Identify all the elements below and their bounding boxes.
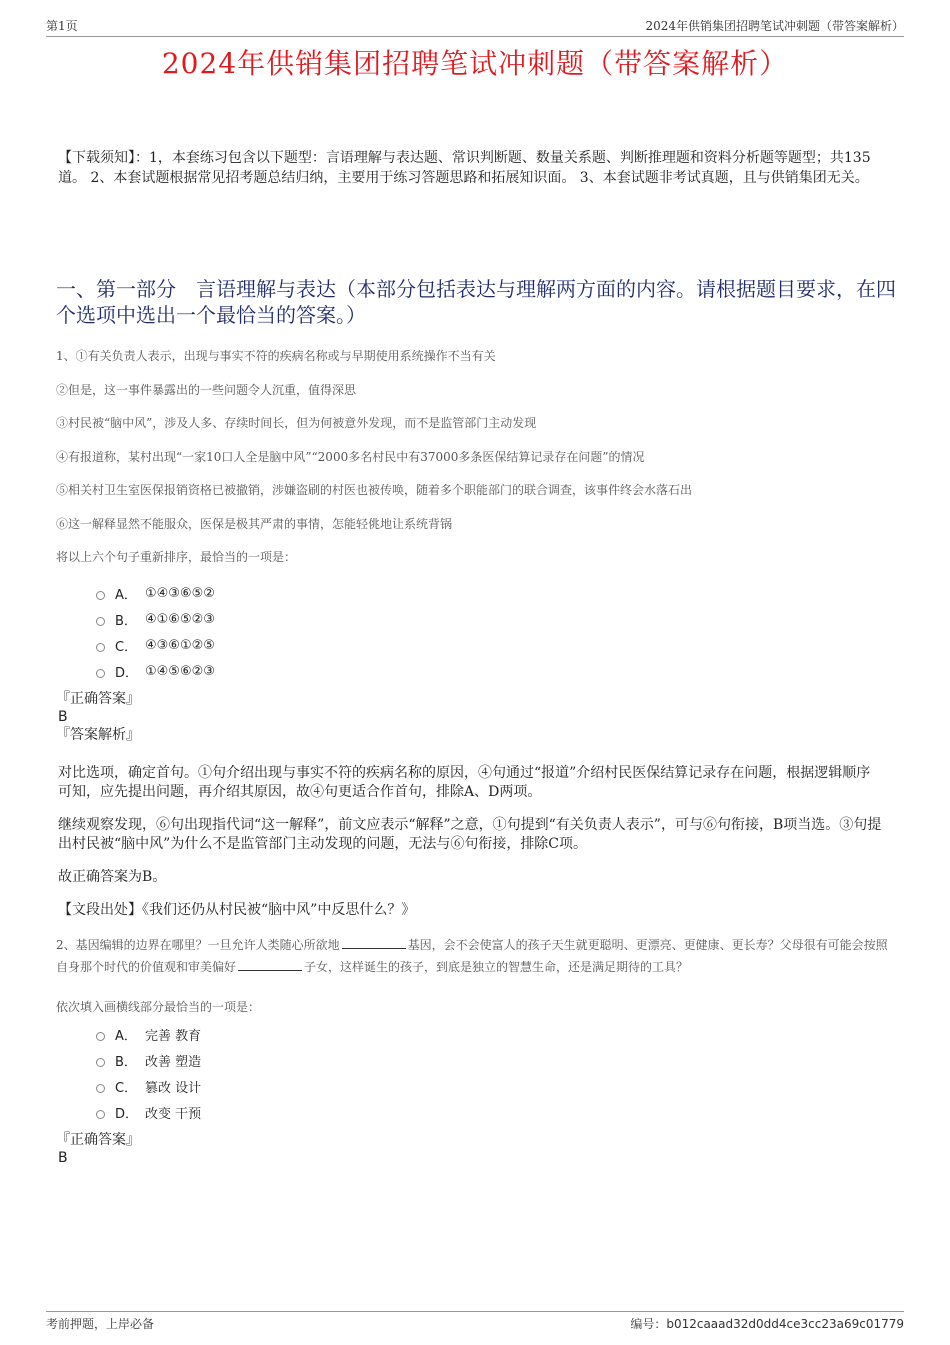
analysis-paragraph: 继续观察发现，⑥句出现指代词“这一解释”，前文应表示“解释”之意，①句提到“有关负责人表示”，可与⑥句衔接，B项当选。③句提出村民被“脑中风”为什么不是监管部门主动发现的问题，无法与⑥句衔接，排除C项。 xyxy=(58,817,882,852)
q1-option-b[interactable] xyxy=(96,606,900,632)
q1-sentence: ⑥这一解释显然不能服众，医保是极其严肃的事情，怎能轻佻地让系统背锅 xyxy=(56,516,453,531)
q1-sentence: ⑤相关村卫生室医保报销资格已被撤销，涉嫌盗刷的村医也被传唤，随着多个职能部门的联合调查，该事件终会水落石出 xyxy=(56,483,693,497)
q2-prompt: 依次填入画横线部分最恰当的一项是： xyxy=(56,1000,261,1014)
page-footer xyxy=(46,1311,904,1332)
radio-icon[interactable] xyxy=(96,1032,105,1041)
option-letter: A． xyxy=(115,587,137,603)
blank-line xyxy=(342,948,406,949)
page-header xyxy=(46,14,904,37)
q1-sentence: ②但是，这一事件暴露出的一些问题令人沉重，值得深思 xyxy=(56,382,357,397)
document-title: 2024年供销集团招聘笔试冲刺题（带答案解析） xyxy=(161,47,789,80)
q2-stem-part: 子女，这样诞生的孩子，到底是独立的智慧生命，还是满足期待的工具？ xyxy=(304,960,689,974)
q2-answer-label: 『正确答案』 xyxy=(56,1132,140,1148)
q1-sentence: ④有报道称，某村出现“一家10口人全是脑中风”“2000多名村民中有37000多条医保结算记录存在问题”的情况 xyxy=(56,449,645,464)
q1-answer-label: 『正确答案』 xyxy=(56,691,140,707)
q2-option-d[interactable] xyxy=(96,1099,900,1125)
footer-code-label: 编号： xyxy=(630,1317,667,1331)
q1-source: 【文段出处】《我们还仍从村民被“脑中风”中反思什么？》 xyxy=(58,902,416,918)
option-text: ④①⑥⑤②③ xyxy=(145,611,215,627)
option-letter: C． xyxy=(115,639,138,655)
radio-icon[interactable] xyxy=(96,591,105,600)
radio-icon[interactable] xyxy=(96,1058,105,1067)
q1-option-a[interactable] xyxy=(96,580,900,606)
q1-answer-value: B xyxy=(58,709,68,725)
q1-option-d[interactable] xyxy=(96,658,900,684)
q1-analysis xyxy=(58,764,884,920)
option-text: 改变 干预 xyxy=(145,1106,202,1122)
q2-stem-part: 基因，会不会使富人的孩子天生就更聪明、更漂亮、更健康、更长寿？父母很有可能会按照自身那个时代的价值观和审美偏好 xyxy=(56,938,888,974)
q2-stem xyxy=(56,934,896,978)
q2-options xyxy=(96,1021,900,1125)
download-notice: 【下载须知】：1，本套练习包含以下题型：言语理解与表达题、常识判断题、数量关系题、判断推理题和资料分析题等题型；共135道。 2、本套试题根据常见招考题总结归纳，主要用于练习答题思路和拓展知识面。 3、本套试题非考试真题，且与供销集团无关。 xyxy=(58,150,871,186)
q1-options xyxy=(96,580,900,684)
option-text: ①④⑤⑥②③ xyxy=(145,663,215,679)
footer-slogan: 考前押题，上岸必备 xyxy=(46,1317,155,1331)
radio-icon[interactable] xyxy=(96,643,105,652)
option-text: ④③⑥①②⑤ xyxy=(145,637,215,653)
q2-stem-part: 2、基因编辑的边界在哪里？一旦允许人类随心所欲地 xyxy=(56,938,340,952)
blank-line xyxy=(238,970,302,971)
q2-answer-block xyxy=(56,1131,900,1167)
footer-code xyxy=(630,1315,904,1332)
q1-answer-block xyxy=(56,690,900,744)
q2-option-c[interactable] xyxy=(96,1073,900,1099)
q2-answer-value: B xyxy=(58,1150,68,1166)
header-doc-title: 2024年供销集团招聘笔试冲刺题（带答案解析） xyxy=(645,19,904,33)
radio-icon[interactable] xyxy=(96,669,105,678)
radio-icon[interactable] xyxy=(96,1110,105,1119)
page-number: 第1页 xyxy=(46,19,78,33)
option-text: 篡改 设计 xyxy=(145,1080,202,1096)
option-letter: B． xyxy=(115,1054,137,1070)
option-text: 完善 教育 xyxy=(145,1028,202,1044)
q2-option-b[interactable] xyxy=(96,1047,900,1073)
option-text: 改善 塑造 xyxy=(145,1054,202,1070)
option-text: ①④③⑥⑤② xyxy=(145,585,215,601)
radio-icon[interactable] xyxy=(96,1084,105,1093)
q1-sentence: 1、①有关负责人表示，出现与事实不符的疾病名称或与早期使用系统操作不当有关 xyxy=(56,349,496,363)
analysis-paragraph: 故正确答案为B。 xyxy=(58,869,167,885)
q2-option-a[interactable] xyxy=(96,1021,900,1047)
option-letter: D． xyxy=(115,665,139,681)
radio-icon[interactable] xyxy=(96,617,105,626)
option-letter: C． xyxy=(115,1080,138,1096)
option-letter: A． xyxy=(115,1028,137,1044)
analysis-paragraph: 对比选项，确定首句。①句介绍出现与事实不符的疾病名称的原因，④句通过“报道”介绍村民医保结算记录存在问题，根据逻辑顺序可知，应先提出问题，再介绍其原因，故④句更适合作首句，排除A、D两项。 xyxy=(58,765,871,800)
q1-sentence: ③村民被“脑中风”，涉及人多、存续时间长，但为何被意外发现，而不是监管部门主动发现 xyxy=(56,416,537,430)
section-title: 一、第一部分 言语理解与表达（本部分包括表达与理解两方面的内容。请根据题目要求，在四个选项中选出一个最恰当的答案。） xyxy=(56,277,896,327)
option-letter: D． xyxy=(115,1106,139,1122)
option-letter: B． xyxy=(115,613,137,629)
footer-code-value: b012caaad32d0dd4ce3cc23a69c01779 xyxy=(666,1317,904,1331)
q1-option-c[interactable] xyxy=(96,632,900,658)
q1-analysis-label: 『答案解析』 xyxy=(56,727,140,743)
question-2 xyxy=(56,934,896,1018)
q1-prompt: 将以上六个句子重新排序，最恰当的一项是： xyxy=(56,550,297,564)
question-1 xyxy=(56,347,900,582)
